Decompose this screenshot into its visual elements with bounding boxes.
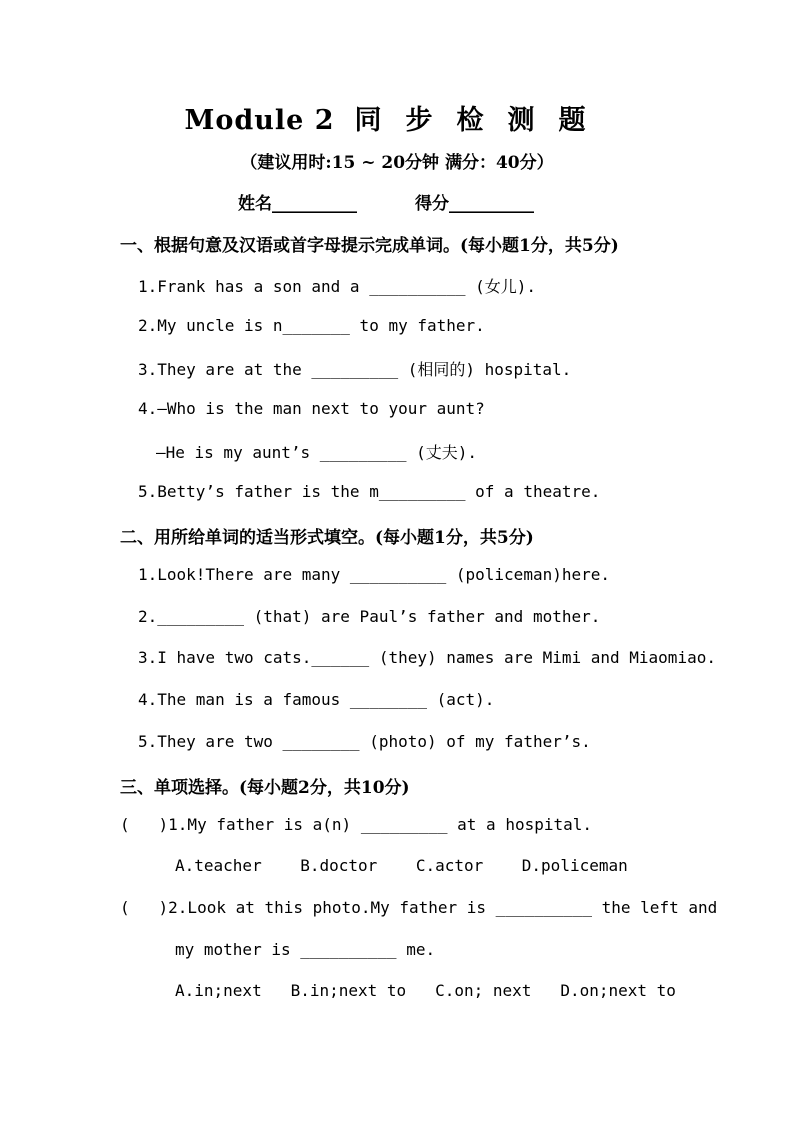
section2-heading: 二、用所给单词的适当形式填空。(每小题1分，共5分) bbox=[120, 528, 534, 548]
s1-item-3: 3.They are at the _________ (相同的) hospital. bbox=[138, 360, 572, 379]
s3-question-2-options: A.in;next B.in;next to C.on; next D.on;next to bbox=[175, 981, 676, 1000]
s1-item-5: 5.Betty’s father is the m_________ of a theatre. bbox=[138, 482, 601, 501]
s3-question-2-cont: my mother is __________ me. bbox=[175, 940, 436, 959]
s1-item-4: 4.—Who is the man next to your aunt? bbox=[138, 399, 485, 418]
s1-item-4-answer: —He is my aunt’s _________ (丈夫). bbox=[156, 443, 477, 462]
s2-item-1: 1.Look!There are many __________ (policeman)here. bbox=[138, 565, 611, 584]
s2-item-2: 2._________ (that) are Paul’s father and mother. bbox=[138, 607, 601, 626]
s2-item-3: 3.I have two cats.______ (they) names are Mimi and Miaomiao. bbox=[138, 648, 716, 667]
s3-question-2: ( )2.Look at this photo.My father is __________ the left and bbox=[120, 898, 718, 917]
name-field: 姓名__________ bbox=[238, 194, 357, 214]
s1-item-1: 1.Frank has a son and a __________ (女儿). bbox=[138, 277, 537, 296]
section3-heading: 三、单项选择。(每小题2分，共10分) bbox=[120, 778, 410, 798]
score-field: 得分__________ bbox=[415, 194, 534, 214]
title-chinese: 同步检测题 bbox=[354, 105, 610, 136]
s3-question-1: ( )1.My father is a(n) _________ at a hospital. bbox=[120, 815, 593, 834]
title-module: Module 2 bbox=[184, 105, 335, 136]
s2-item-5: 5.They are two ________ (photo) of my father’s. bbox=[138, 732, 591, 751]
subtitle-time-score: （建议用时:15 ~ 20分钟 满分：40分） bbox=[240, 153, 554, 173]
s3-question-1-options: A.teacher B.doctor C.actor D.policeman bbox=[175, 856, 628, 875]
page-title bbox=[0, 98, 794, 137]
section1-heading: 一、根据句意及汉语或首字母提示完成单词。(每小题1分，共5分) bbox=[120, 236, 619, 256]
s1-item-2: 2.My uncle is n_______ to my father. bbox=[138, 316, 485, 335]
s2-item-4: 4.The man is a famous ________ (act). bbox=[138, 690, 495, 709]
